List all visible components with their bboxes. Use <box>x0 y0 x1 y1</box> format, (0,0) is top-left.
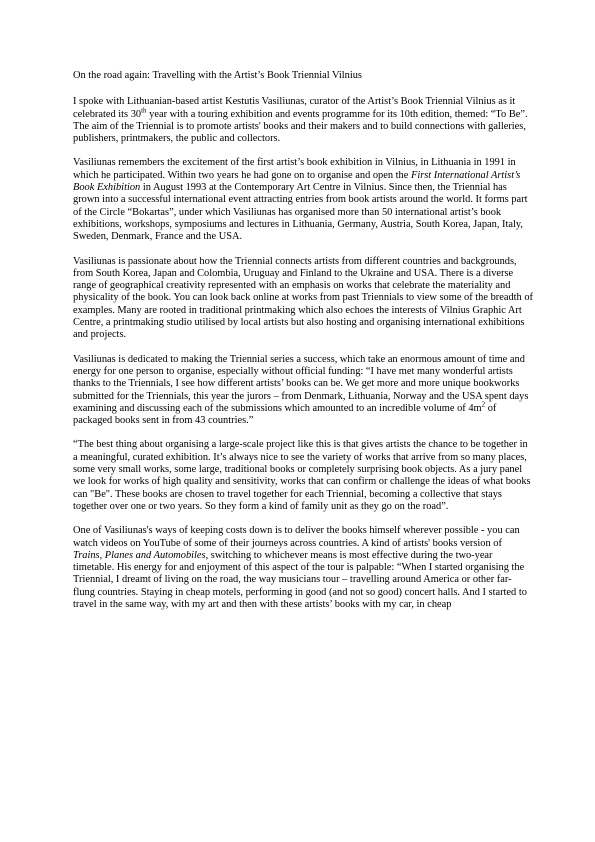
paragraph-text: One of Vasiliunas's ways of keeping costs down is to deliver the books himself wherever possible - you can watch videos on YouTube of some of their journeys across countries. A kind of artists' books version of <box>73 525 520 549</box>
paragraph-quote <box>73 439 533 513</box>
paragraph-text: year with a touring exhibition and events programme for its 10th edition, themed: “To Be”. The aim of the Triennial is to promote artists' books and their makers and to build connections with galleries, publishers, printmakers, the public and collectors. <box>73 108 528 145</box>
paragraph-connections <box>73 256 533 342</box>
paragraph-text: Vasiliunas remembers the excitement of the first artist’s book exhibition in Vilnius, in Lithuania in 1991 in which he participated. Within two years he had gone on to organise and open the <box>73 157 516 181</box>
paragraph-text: Vasiliunas is dedicated to making the Triennial series a success, which take an enormous amount of time and energy for one person to organise, especially without official funding: “I have met many wonderful artists thanks to the Triennials, I see how different artists’ books can be. We get more and more unique bookworks submitted for the Triennials, this year the jurors – from Denmark, Lithuania, Norway and the USA spent days examining and discussing each of the submissions which amounted to an incredible volume of 4m <box>73 353 529 414</box>
paragraph-intro <box>73 96 533 145</box>
paragraph-travel <box>73 525 533 611</box>
superscript-ordinal: th <box>141 106 147 115</box>
exhibition-title: First International Artist’s Book Exhibition <box>73 169 521 194</box>
paragraph-text: in August 1993 at the Contemporary Art Centre in Vilnius. Since then, the Triennial has grown into a successful international event attracting entries from book artists around the world. It forms part of the Circle “Bokartas”, under which Vasiliunas has organised more than 50 international artist’s book exhibitions, workshops, symposiums and lectures in Lithuania, Germany, Austria, South Korea, Japan, Italy, Sweden, Denmark, France and the USA. <box>73 182 528 243</box>
superscript-squared: 2 <box>481 400 486 409</box>
paragraph-text: Vasiliunas is passionate about how the Triennial connects artists from different countries and backgrounds, from South Korea, Japan and Colombia, Uruguay and Finland to the Ukraine and USA. There is a diverse range of geographical creativity represented with an emphasis on works that celebrate the materiality and physicality of the book. You can look back online at works from past Triennials to view some of the breadth of examples. Many are rooted in traditional printmaking which also echoes the interests of Vilnius Graphic Art Centre, a printmaking studio utilised by local artists but also hosting and organising international exhibitions and projects. <box>73 255 534 341</box>
paragraph-text: , switching to whichever means is most effective during the two-year timetable. His energy for and enjoyment of this aspect of the tour is palpable: “When I started organising the Triennial, I dreamt of living on the road, the way musicians tour – travelling around America or other far-flung countries. Staying in cheap motels, performing in good (and not so good) concert halls. And I started to travel in the same way, with my art and then with these artists’ books with my car, in cheap <box>73 549 527 610</box>
document-page <box>73 70 533 623</box>
paragraph-dedication <box>73 354 533 428</box>
document-title: On the road again: Travelling with the Artist’s Book Triennial Vilnius <box>73 70 362 81</box>
paragraph-text: “The best thing about organising a large-scale project like this is that gives artists the chance to be together in a meaningful, curated exhibition. It’s always nice to see the variety of works that arrive from so many places, some very small works, some large, traditional books or completely surprising book objects. As a jury panel we look for works of high quality and sensitivity, works that can confirm or challenge the ideas of what books can "Be". These books are chosen to travel together for each Triennial, becoming a collective that stays together over one or two years. So they form a kind of family unit as they go on the road”. <box>73 439 531 512</box>
paragraph-history <box>73 157 533 243</box>
film-title: Trains, Planes and Automobiles <box>73 549 206 561</box>
paragraph-text: I spoke with Lithuanian-based artist Kestutis Vasiliunas, curator of the Artist’s Book Triennial Vilnius as it celebrated its 30 <box>73 96 516 120</box>
paragraph-text: of packaged books sent in from 43 countries.” <box>73 402 497 427</box>
